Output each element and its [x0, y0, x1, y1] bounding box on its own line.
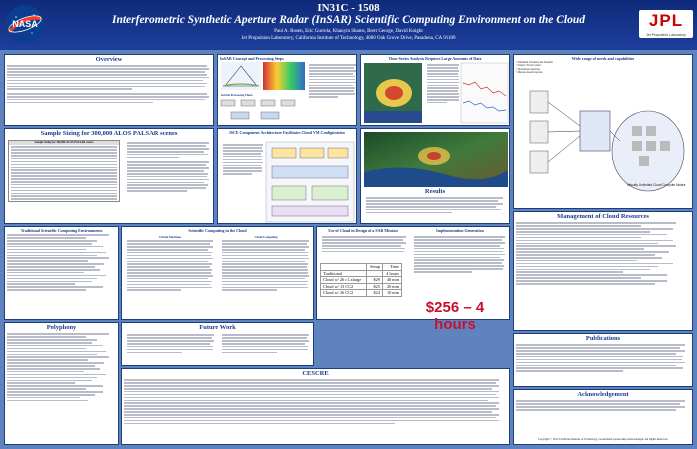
results-map-image-icon: [364, 132, 508, 187]
traditional-heading: Traditional Scientific Computing Environments: [5, 227, 118, 233]
poster-title: Interferometric Synthetic Aperture Radar (InSAR) Scientific Computing Environment on the Cloud: [111, 14, 586, 26]
wide-range-item: • Individual Scientists and Students: [516, 61, 553, 64]
cost-table: [320, 263, 402, 297]
poster-code: IN31C - 1508: [317, 2, 380, 14]
use-cloud-heading: Use of Cloud in Design of a SAR Mission: [317, 227, 409, 233]
future-work-heading: Future Work: [122, 323, 313, 332]
time-series-heading: Time-Series Analysis Requires Large Amounts of Data: [361, 55, 509, 61]
traditional-panel: [4, 226, 119, 320]
sample-sizing-text: [125, 141, 211, 193]
sample-sizing-table: [8, 140, 120, 202]
future-work-right: [220, 333, 312, 355]
architecture-panel: [217, 128, 357, 224]
virtual-machines-heading: Virtual Machines: [158, 235, 182, 239]
cloud-nodes-label: Virtually Unlimited Cloud Compute Nodes: [626, 183, 686, 187]
cloud-computing-heading: Cloud Computing: [254, 235, 278, 239]
jpl-logo-text: JPL: [648, 11, 684, 30]
cost-table-row: Traditional 4 hours: [321, 270, 402, 277]
cescre-panel: [121, 368, 510, 445]
nasa-logo-text: NASA: [12, 19, 38, 29]
time-series-panel: [360, 54, 510, 126]
results-heading: Results: [361, 187, 509, 196]
scientific-cloud-heading: Scientific Computing in the Cloud: [122, 227, 313, 233]
time-header: Time: [382, 264, 401, 271]
results-text: [364, 196, 508, 215]
architecture-bullets: [221, 143, 263, 176]
overview-heading: Overview: [5, 55, 213, 64]
processing-times-label: InSAR Processing Times: [221, 93, 253, 97]
poster-affiliation: Jet Propulsion Laboratory, California Institute of Technology, 4800 Oak Grove Drive, Pasadena, CA 91109: [241, 36, 456, 41]
cescre-heading: CESCRE: [122, 369, 509, 378]
management-heading: Management of Cloud Resources: [514, 212, 692, 221]
cost-table-header-row: [321, 264, 402, 271]
publications-panel: [513, 333, 693, 387]
results-panel: [360, 128, 510, 224]
sample-sizing-panel: [4, 128, 214, 224]
radar-geometry-diagram-icon: [221, 62, 261, 90]
insar-concept-heading: InSAR Concept and Processing Steps: [218, 55, 356, 61]
use-cloud-text: [320, 235, 408, 254]
component-architecture-diagram-icon: [266, 142, 354, 222]
use-cloud-panel: [316, 226, 510, 333]
management-bullets: [514, 222, 692, 284]
publications-heading: Publications: [514, 334, 692, 343]
future-work-panel: [121, 322, 314, 366]
processing-flow-diagram-icon: [221, 98, 301, 123]
management-panel: [513, 211, 693, 331]
time-series-text: [425, 63, 459, 105]
future-work-left: [125, 333, 217, 355]
cost-table-row: Cloud w/ 26 c1.xlarge $29 40 min: [321, 277, 402, 284]
overview-text-block: [5, 65, 213, 103]
publications-list: [514, 344, 692, 372]
cloud-nodes-diagram-icon: [520, 81, 688, 206]
jpl-logo-subtitle: Jet Propulsion Laboratory: [646, 33, 686, 37]
polyphony-panel: [4, 322, 119, 445]
overview-panel: [4, 54, 214, 126]
los-angeles-deformation-map-icon: [364, 63, 422, 123]
architecture-heading: ISCE Component Architecture Facilitates Cloud VM Configuration: [218, 129, 356, 135]
acknowledgement-text: [514, 400, 692, 410]
acknowledgement-heading: Acknowledgement: [514, 390, 692, 399]
wide-range-item: • Disaster-based response: [516, 70, 543, 74]
scientific-cloud-panel: [121, 226, 314, 320]
interferogram-image-icon: [263, 62, 305, 90]
cost-header: Setup: [367, 264, 383, 271]
sample-sizing-table-title: Sample Sizing for 300,000 ALOS PALSAR scenes: [9, 141, 119, 145]
implementation-heading: Implementation Generation: [411, 227, 509, 233]
poster-header: [0, 0, 697, 50]
implementation-text: [412, 235, 508, 274]
insar-concept-panel: [217, 54, 357, 126]
insar-concept-text: [307, 63, 356, 99]
jpl-logo: [639, 10, 693, 38]
cost-table-row: Cloud w/ 26 CC2 $24 10 min: [321, 290, 402, 297]
virtual-machines-column: [125, 235, 215, 292]
acknowledgement-panel: [513, 389, 693, 445]
poster-authors: Paul A. Rosen, Eric Gurrola, Khanyin Shams, Brett George, David Knight: [274, 29, 423, 34]
wide-range-item: • Operational Agencies: [516, 67, 540, 71]
time-series-chart-icon: [461, 63, 508, 123]
sample-sizing-heading: Sample Sizing for 300,000 ALOS PALSAR scenes: [5, 129, 213, 138]
traditional-bullets: [5, 234, 118, 291]
cloud-computing-column: [220, 235, 312, 292]
cescre-text: [122, 379, 509, 424]
polyphony-heading: Polyphony: [5, 323, 118, 332]
wide-range-panel: [513, 54, 693, 209]
wide-range-item: • Science "Power Users": [516, 64, 542, 68]
cost-table-row: Cloud w/ 13 CC2 $25 20 min: [321, 283, 402, 290]
wide-range-heading: Wide range of needs and capabilities: [514, 55, 692, 61]
cost-callout: $256 – 4 hours: [425, 299, 485, 333]
copyright-notice: Copyright © 2012 California Institute of Technology. Government sponsorship acknowledged. All Rights Reserved.: [538, 437, 668, 441]
polyphony-bullets: [5, 333, 118, 401]
